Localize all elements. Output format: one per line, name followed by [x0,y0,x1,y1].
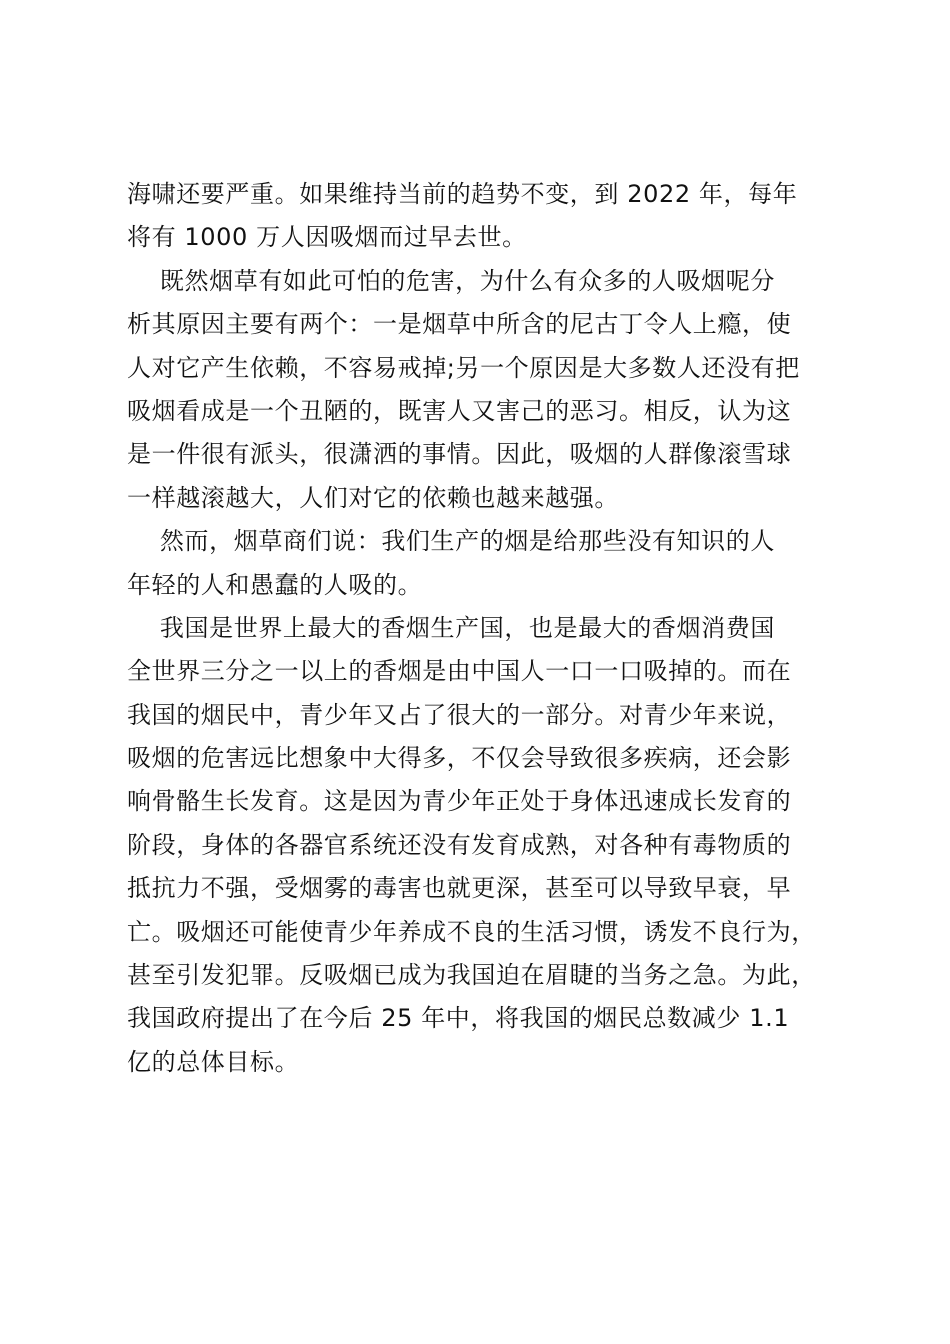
text-line: 亿的总体目标。 [127,1047,300,1076]
text-line: 将有 1000 万人因吸烟而过早去世。 [127,223,527,252]
text-line: 甚至引发犯罪。反吸烟已成为我国迫在眉睫的当务之急。为此， [127,961,816,990]
text-line: 抵抗力不强，受烟雾的毒害也就更深，甚至可以导致早衰，早 [127,874,792,903]
text-line: 吸烟看成是一个丑陋的，既害人又害己的恶习。相反，认为这 [127,396,792,425]
text-line: 人对它产生依赖，不容易戒掉;另一个原因是大多数人还没有把 [127,353,800,382]
text-line: 年轻的人和愚蠢的人吸的。 [127,570,423,599]
text-line: 我国是世界上最大的香烟生产国，也是最大的香烟消费国 [127,613,775,642]
text-line: 一样越滚越大，人们对它的依赖也越来越强。 [127,483,619,512]
text-line: 既然烟草有如此可怕的危害，为什么有众多的人吸烟呢分 [127,266,775,295]
text-line: 海啸还要严重。如果维持当前的趋势不变，到 2022 年，每年 [127,180,798,208]
text-line: 阶段，身体的各器官系统还没有发育成熟，对各种有毒物质的 [127,830,792,859]
text-line: 析其原因主要有两个：一是烟草中所含的尼古丁令人上瘾，使 [127,310,792,339]
text-line: 响骨骼生长发育。这是因为青少年正处于身体迅速成长发育的 [127,787,792,816]
body-text [127,173,847,1084]
text-line: 是一件很有派头，很潇洒的事情。因此，吸烟的人群像滚雪球 [127,440,792,469]
text-line: 我国政府提出了在今后 25 年中，将我国的烟民总数减少 1.1 [127,1004,790,1033]
text-line: 我国的烟民中，青少年又占了很大的一部分。对青少年来说， [127,700,792,729]
text-line: 亡。吸烟还可能使青少年养成不良的生活习惯，诱发不良行为， [127,917,816,946]
text-line: 然而，烟草商们说：我们生产的烟是给那些没有知识的人 [127,527,775,556]
text-line: 全世界三分之一以上的香烟是由中国人一口一口吸掉的。而在 [127,657,792,686]
text-line: 吸烟的危害远比想象中大得多，不仅会导致很多疾病，还会影 [127,744,792,773]
